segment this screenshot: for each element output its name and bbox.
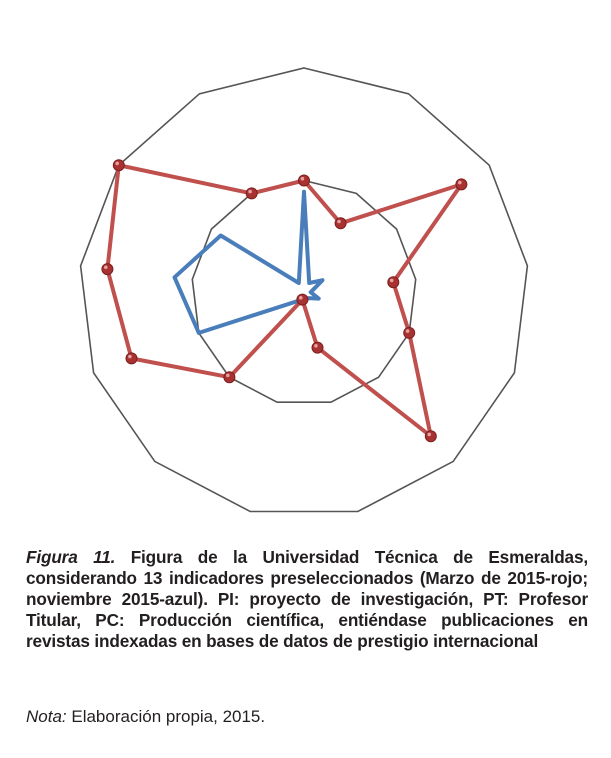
series-1-point-highlight-1 <box>301 177 305 181</box>
figure-note <box>26 706 265 727</box>
series-1-point-5 <box>404 327 415 338</box>
series-1-point-9 <box>224 372 235 383</box>
series-1-point-4 <box>388 277 399 288</box>
series-1-point-highlight-4 <box>390 279 394 283</box>
series-1-point-10 <box>126 353 137 364</box>
series-1-point-highlight-13 <box>248 190 252 194</box>
series-1-point-highlight-11 <box>104 266 108 270</box>
series-1-point-13 <box>246 188 257 199</box>
series-1-point-highlight-12 <box>115 162 119 166</box>
figure-caption-text: Figura de la Universidad Técnica de Esmeraldas, considerando 13 indicadores preseleccionados (Marzo de 2015-rojo; noviembre 2015-azul). PI: proyecto de investigación, PT: Profesor Titular, PC: Producción científica, entiéndase publicaciones en revistas indexadas en bases de datos de prestigio internacional <box>26 547 588 651</box>
figure-label: Figura 11. <box>26 547 116 567</box>
note-text: Elaboración propia, 2015. <box>66 707 266 726</box>
series-1-point-highlight-5 <box>406 329 410 333</box>
note-label: Nota: <box>26 707 67 726</box>
series-1-point-highlight-8 <box>299 296 303 300</box>
radar-grid <box>81 68 528 512</box>
radar-series <box>107 165 461 436</box>
series-1-point-highlight-7 <box>314 344 318 348</box>
series-1-point-8 <box>297 294 308 305</box>
series-1-point-6 <box>425 431 436 442</box>
figure-caption <box>26 547 588 652</box>
series-1-point-11 <box>102 264 113 275</box>
series-1-point-2 <box>335 218 346 229</box>
series-1-point-12 <box>113 160 124 171</box>
grid-ring-2 <box>81 68 528 512</box>
series-1-point-highlight-10 <box>128 355 132 359</box>
series-1-point-highlight-2 <box>337 220 341 224</box>
series-1-point-7 <box>312 342 323 353</box>
series-line-1 <box>107 165 461 436</box>
series-1-point-1 <box>299 175 310 186</box>
series-1-point-3 <box>456 179 467 190</box>
series-1-point-highlight-9 <box>226 374 230 378</box>
series-1-point-highlight-3 <box>458 181 462 185</box>
series-1-point-highlight-6 <box>427 433 431 437</box>
